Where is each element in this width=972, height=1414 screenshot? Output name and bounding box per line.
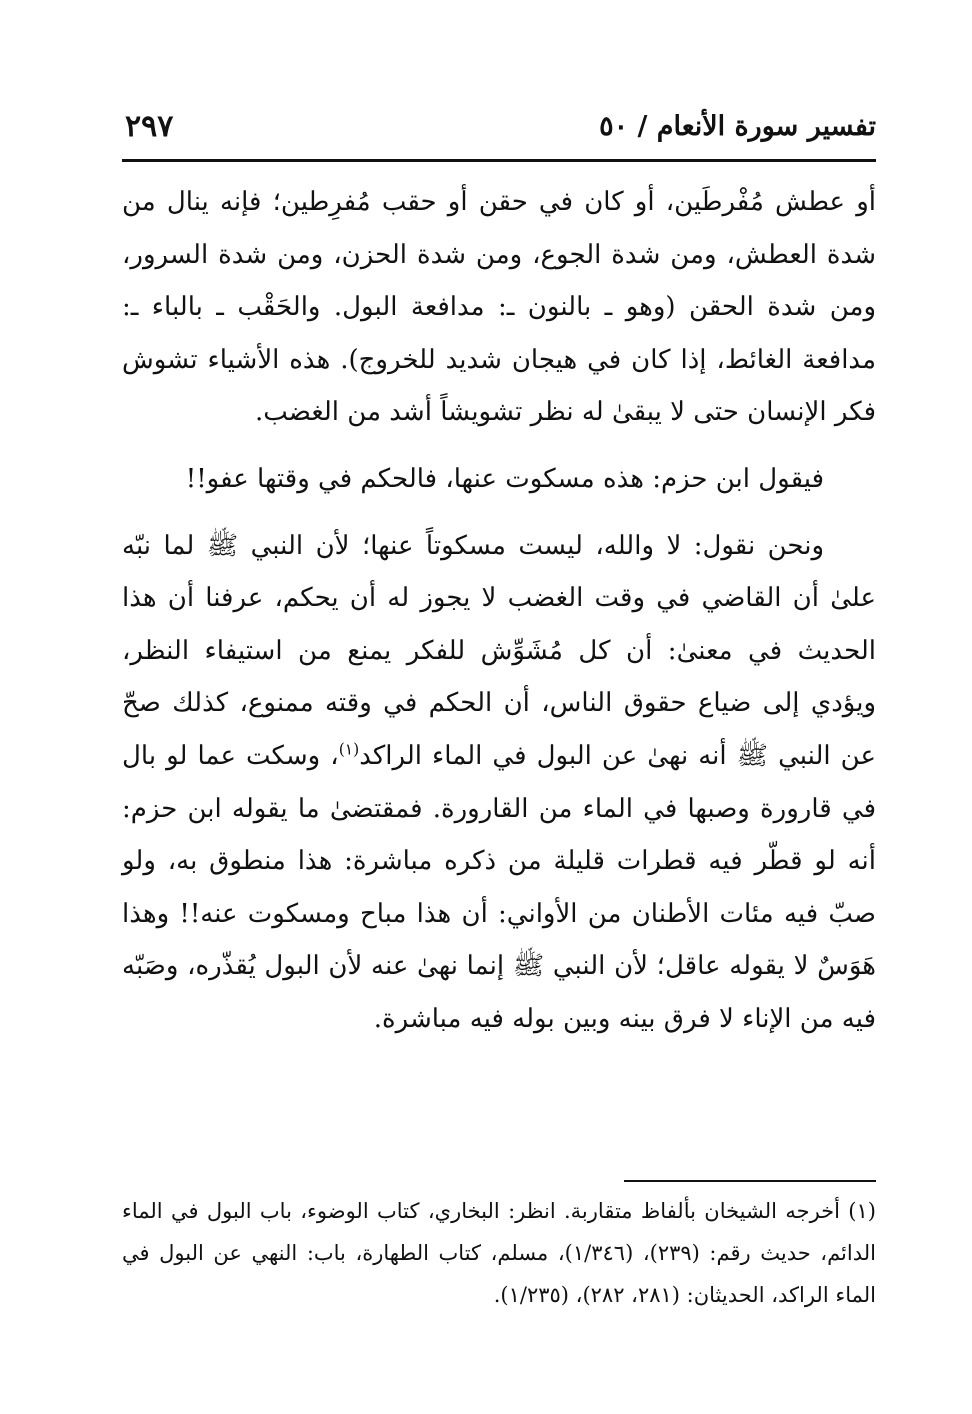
footnote-reference[interactable]: (١) (338, 740, 360, 759)
footnote-1: (١) أخرجه الشيخان بألفاظ متقاربة. انظر: البخاري، كتاب الوضوء، باب البول في الماء الدائم، حديث رقم: (٢٣٩)، (١/٣٤٦)، مسلم، كتاب الطهارة، باب: النهي عن البول في الماء الراكد، الحديثان: (٢٨١، ٢٨٢)، (١/٢٣٥). (122, 1199, 876, 1307)
paragraph-2: فيقول ابن حزم: هذه مسكوت عنها، فالحكم في وقتها عفو!! (185, 463, 824, 494)
paragraph-1: أو عطش مُفْرطَين، أو كان في حقن أو حقب مُفرِطين؛ فإنه ينال من شدة العطش، ومن شدة الجوع، ومن شدة الحزن، ومن شدة السرور، ومن شدة الحقن (وهو ـ بالنون ـ: مدافعة البول. والحَقْب ـ بالباء ـ: مدافعة الغائط، إذا كان في هيجان شديد للخروج). هذه الأشياء تشوش فكر الإنسان حتى لا يبقىٰ له نظر تشويشاً أشد من الغضب. (122, 187, 876, 428)
page-number: ٢٩٧ (125, 108, 174, 144)
page-header (125, 96, 876, 156)
footnote-divider (624, 1180, 876, 1182)
footnotes (122, 1190, 876, 1316)
header-divider (122, 159, 876, 162)
main-text (122, 176, 876, 1046)
paragraph-3-part-2: ، وسكت عما لو بال في قارورة وصبها في الماء من القارورة. فمقتضىٰ ما يقوله ابن حزم: أنه لو قطّر فيه قطرات قليلة من ذكره مباشرة: هذا منطوق به، ولو صبّ فيه مئات الأطنان من الأواني: أن هذا مباح ومسكوت عنه!! وهذا هَوَسٌ لا يقوله عاقل؛ لأن النبي ﷺ إنما نهىٰ عنه لأن البول يُقذّره، وصَبّه فيه من الإناء لا فرق بينه وبين بوله فيه مباشرة. (122, 740, 876, 1034)
running-title: تفسير سورة الأنعام / ٥٠ (599, 110, 876, 142)
paragraph-3 (122, 520, 876, 1046)
paragraph-3-part-1: ونحن نقول: لا والله، ليست مسكوتاً عنها؛ لأن النبي ﷺ لما نبّه علىٰ أن القاضي في وقت الغضب لا يجوز له أن يحكم، عرفنا أن هذا الحديث في معنىٰ: أن كل مُشَوِّش للفكر يمنع من استيفاء النظر، ويؤدي إلى ضياع حقوق الناس، أن الحكم في وقته ممنوع، كذلك صحّ عن النبي ﷺ أنه نهىٰ عن البول في الماء الراكد (122, 530, 876, 771)
